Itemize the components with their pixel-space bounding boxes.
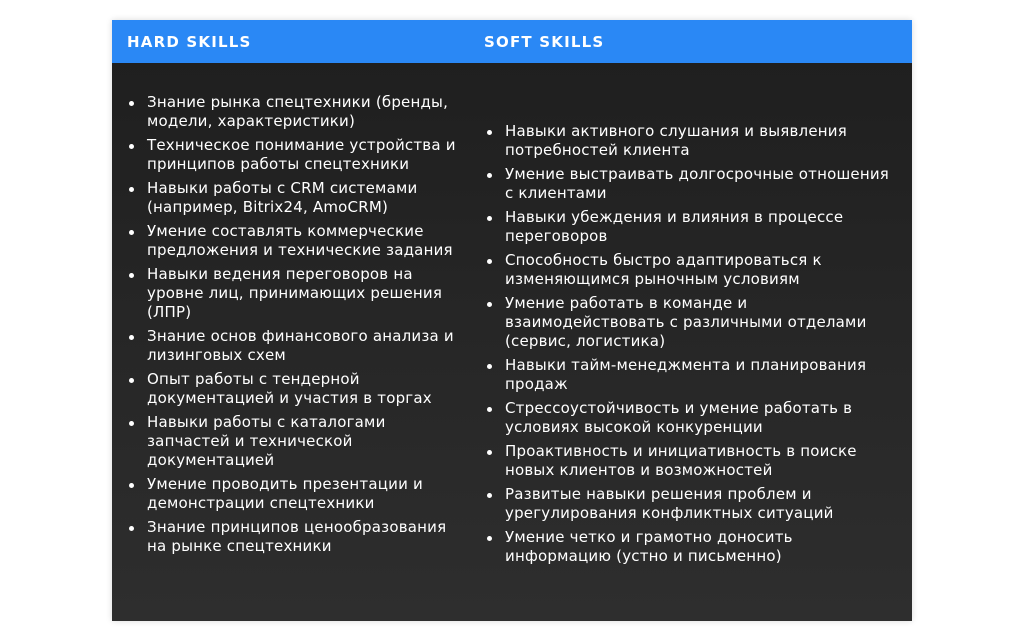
bullet-icon — [129, 421, 134, 426]
list-item — [485, 294, 895, 351]
bullet-icon — [129, 144, 134, 149]
list-item — [485, 485, 895, 523]
list-item — [127, 179, 467, 217]
hard-skill-text: Техническое понимание устройства и принципов работы спецтехники — [147, 136, 456, 173]
soft-skill-text: Навыки тайм-менеджмента и планирования продаж — [505, 356, 867, 393]
bullet-icon — [129, 230, 134, 235]
soft-skill-text: Развитые навыки решения проблем и урегулирования конфликтных ситуаций — [505, 485, 834, 522]
list-item — [485, 356, 895, 394]
hard-skills-title: HARD SKILLS — [127, 33, 252, 51]
bullet-icon — [129, 335, 134, 340]
list-item — [485, 442, 895, 480]
bullet-icon — [129, 378, 134, 383]
hard-skills-list — [127, 93, 467, 561]
bullet-icon — [487, 493, 492, 498]
list-item — [127, 93, 467, 131]
list-item — [127, 518, 467, 556]
list-item — [485, 165, 895, 203]
soft-skill-text: Навыки активного слушания и выявления потребностей клиента — [505, 122, 847, 159]
list-item — [127, 265, 467, 322]
list-item — [127, 136, 467, 174]
bullet-icon — [129, 187, 134, 192]
hard-skill-text: Навыки работы с каталогами запчастей и технической документацией — [147, 413, 386, 469]
hard-skill-text: Знание рынка спецтехники (бренды, модели, характеристики) — [147, 93, 449, 130]
bullet-icon — [487, 130, 492, 135]
list-item — [127, 370, 467, 408]
hard-skill-text: Знание основ финансового анализа и лизинговых схем — [147, 327, 454, 364]
bullet-icon — [487, 536, 492, 541]
bullet-icon — [129, 483, 134, 488]
bullet-icon — [129, 526, 134, 531]
hard-skill-text: Умение составлять коммерческие предложения и технические задания — [147, 222, 453, 259]
hard-skill-text: Навыки ведения переговоров на уровне лиц, принимающих решения (ЛПР) — [147, 265, 443, 321]
bullet-icon — [487, 364, 492, 369]
list-item — [127, 327, 467, 365]
bullet-icon — [129, 273, 134, 278]
soft-skill-text: Навыки убеждения и влияния в процессе переговоров — [505, 208, 844, 245]
bullet-icon — [487, 407, 492, 412]
soft-skill-text: Умение выстраивать долгосрочные отношения с клиентами — [505, 165, 890, 202]
table-header — [112, 20, 912, 63]
list-item — [127, 222, 467, 260]
soft-skill-text: Умение четко и грамотно доносить информацию (устно и письменно) — [505, 528, 793, 565]
soft-skills-list — [485, 122, 895, 571]
list-item — [127, 413, 467, 470]
skills-table — [112, 20, 912, 621]
soft-skills-title: SOFT SKILLS — [484, 33, 605, 51]
bullet-icon — [487, 450, 492, 455]
list-item — [485, 399, 895, 437]
list-item — [127, 475, 467, 513]
hard-skill-text: Знание принципов ценообразования на рынке спецтехники — [147, 518, 447, 555]
hard-skill-text: Навыки работы с CRM системами (например, Bitrix24, AmoCRM) — [147, 179, 418, 216]
bullet-icon — [129, 101, 134, 106]
soft-skill-text: Умение работать в команде и взаимодействовать с различными отделами (сервис, логистика) — [505, 294, 867, 350]
bullet-icon — [487, 259, 492, 264]
soft-skill-text: Проактивность и инициативность в поиске новых клиентов и возможностей — [505, 442, 857, 479]
list-item — [485, 122, 895, 160]
bullet-icon — [487, 173, 492, 178]
soft-skill-text: Стрессоустойчивость и умение работать в условиях высокой конкуренции — [505, 399, 853, 436]
list-item — [485, 528, 895, 566]
hard-skill-text: Умение проводить презентации и демонстрации спецтехники — [147, 475, 423, 512]
list-item — [485, 208, 895, 246]
hard-skill-text: Опыт работы с тендерной документацией и участия в торгах — [147, 370, 432, 407]
bullet-icon — [487, 216, 492, 221]
soft-skill-text: Способность быстро адаптироваться к изменяющимся рыночным условиям — [505, 251, 822, 288]
bullet-icon — [487, 302, 492, 307]
list-item — [485, 251, 895, 289]
